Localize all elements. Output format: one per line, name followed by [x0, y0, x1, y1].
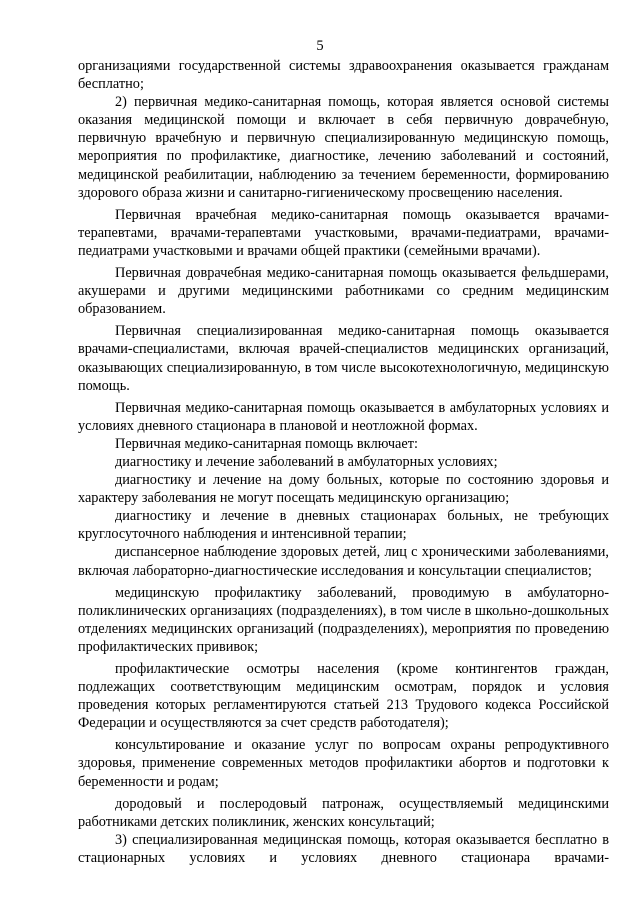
- list-item: диспансерное наблюдение здоровых детей, лиц с хроническими заболеваниями, включая лабораторно-диагностические исследования и консультации специалистов;: [78, 544, 609, 579]
- page-number: 5: [316, 38, 324, 54]
- list-item: консультирование и оказание услуг по вопросам охраны репродуктивного здоровья, применение современных методов профилактики абортов и подготовки к беременности и родам;: [78, 737, 609, 790]
- paragraph: Первичная доврачебная медико-санитарная помощь оказывается фельдшерами, акушерами и другими медицинскими работниками со средним медицинским образованием.: [78, 265, 609, 318]
- list-item: диагностику и лечение на дому больных, которые по состоянию здоровья и характеру заболевания не могут посещать медицинскую организацию;: [78, 472, 609, 507]
- list-item: медицинскую профилактику заболеваний, проводимую в амбулаторно-поликлинических организациях (подразделениях), в том числе в школьно-дошкольных отделениях медицинских организаций (подразделениях), мероприятия по проведению профилактических прививок;: [78, 584, 609, 655]
- list-item: дородовый и послеродовый патронаж, осуществляемый медицинскими работниками детских поликлиник, женских консультаций;: [78, 795, 609, 830]
- paragraph: Первичная медико-санитарная помощь включает:: [115, 435, 418, 452]
- document-body: [78, 57, 609, 867]
- paragraph: Первичная медико-санитарная помощь оказывается в амбулаторных условиях и условиях дневного стационара в плановой и неотложной формах.: [78, 399, 609, 434]
- paragraph: 3) специализированная медицинская помощь, которая оказывается бесплатно в стационарных условиях и условиях дневного стационара врачами-: [78, 831, 609, 866]
- paragraph: Первичная врачебная медико-санитарная помощь оказывается врачами-терапевтами, врачами-терапевтами участковыми, врачами-педиатрами, врачами-педиатрами участковыми и врачами общей практики (семейными врачами).: [78, 206, 609, 259]
- paragraph: организациями государственной системы здравоохранения оказывается гражданам бесплатно;: [78, 58, 609, 93]
- list-item: диагностику и лечение в дневных стационарах больных, не требующих круглосуточного наблюдения и интенсивной терапии;: [78, 508, 609, 543]
- list-item: диагностику и лечение заболеваний в амбулаторных условиях;: [115, 453, 498, 470]
- paragraph: 2) первичная медико-санитарная помощь, которая является основой системы оказания медицинской помощи и включает в себя первичную доврачебную, первичную врачебную и первичную специализированную медицинскую помощь, мероприятия по профилактике, диагностике, лечению заболеваний и состояний, медицинской реабилитации, наблюдению за течением беременности, формированию здорового образа жизни и санитарно-гигиеническому просвещению населения.: [78, 94, 609, 201]
- paragraph: Первичная специализированная медико-санитарная помощь оказывается врачами-специалистами, включая врачей-специалистов медицинских организаций, оказывающих специализированную, в том числе высокотехнологичную, медицинскую помощь.: [78, 323, 609, 394]
- list-item: профилактические осмотры населения (кроме контингентов граждан, подлежащих соответствующим медицинским осмотрам, порядок и условия проведения которых регламентируются статьей 213 Трудового кодекса Российской Федерации и осуществляются за счет средств работодателя);: [78, 661, 609, 732]
